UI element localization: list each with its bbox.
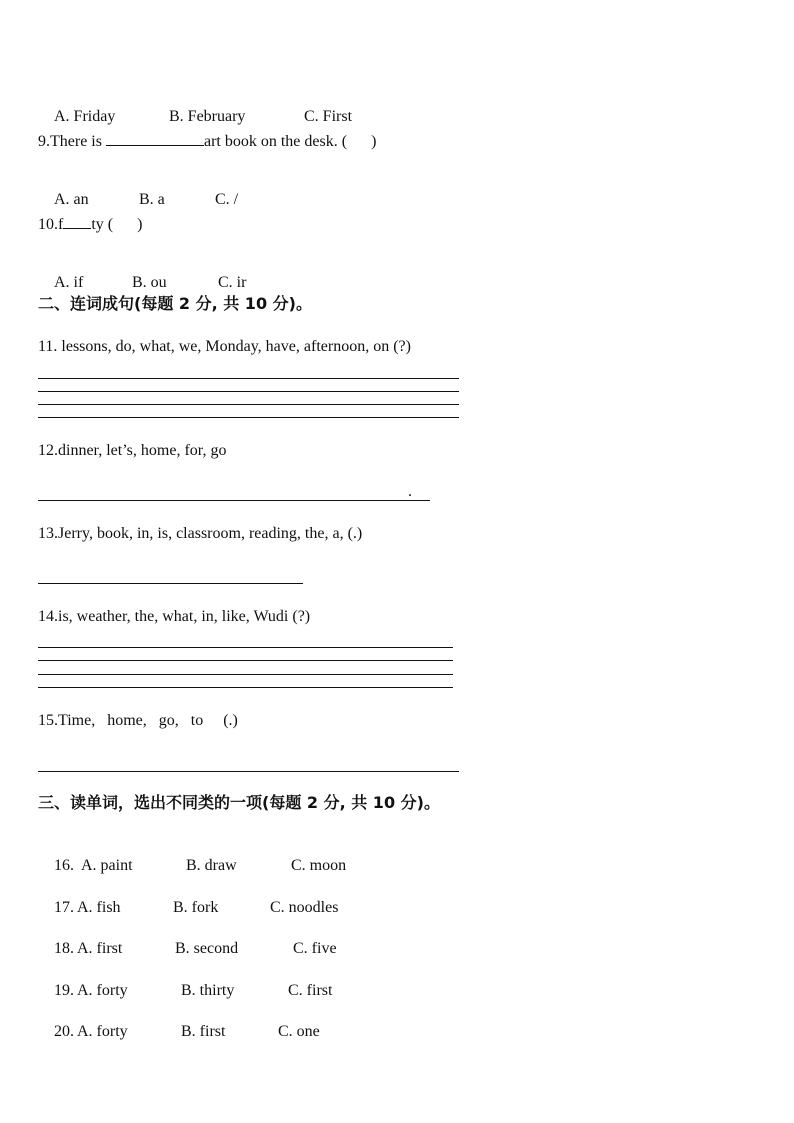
q12-end-mark: . [408,483,412,500]
q10-prefix: 10.f [38,216,64,233]
q10-option-b: B. ou [132,274,167,291]
q10-option-c: C. ir [218,274,247,291]
q14-answer-line[interactable] [38,687,453,688]
section3-title: 三、读单词，选出不同类的一项(每题 2 分, 共 10 分)。 [38,793,440,812]
q19-option-b: B. thirty [181,982,235,999]
q11-answer-line[interactable] [38,378,459,379]
q16-option-a: A. paint [81,857,133,874]
q20-number: 20. [54,1023,74,1040]
q19-option-a: A. forty [77,982,128,999]
q8-option-c: C. First [304,108,353,125]
q9-option-a: A. an [54,191,89,208]
q10-suffix: ty ( ) [91,216,143,233]
q18-option-c: C. five [293,940,337,957]
q11-answer-line[interactable] [38,391,459,392]
q15-answer-line[interactable] [38,771,459,772]
section2-title: 二、连词成句(每题 2 分, 共 10 分)。 [38,294,312,313]
q11-question: 11. lessons, do, what, we, Monday, have, afternoon, on (?) [38,338,411,355]
q11-answer-line[interactable] [38,404,459,405]
q20-option-c: C. one [278,1023,320,1040]
q14-answer-line[interactable] [38,674,453,675]
q9-blank[interactable] [106,129,204,146]
q20-option-b: B. first [181,1023,226,1040]
q10-question [38,212,142,235]
q18-option-b: B. second [175,940,239,957]
q16-option-c: C. moon [291,857,347,874]
q8-option-a: A. Friday [54,108,116,125]
q17-option-a: A. fish [77,899,121,916]
q12-question: 12.dinner, let’s, home, for, go [38,442,227,459]
q9-suffix: art book on the desk. ( ) [203,133,377,150]
q20-question [38,1002,320,1062]
q13-answer-line[interactable] [38,583,303,584]
q16-number: 16. [54,857,74,874]
q17-number: 17. [54,899,74,916]
q17-option-c: C. noodles [270,899,339,916]
q14-answer-line[interactable] [38,660,453,661]
q10-blank[interactable] [63,212,91,229]
q18-option-a: A. first [77,940,123,957]
q9-option-b: B. a [139,191,165,208]
q9-question [38,129,376,152]
q18-number: 18. [54,940,74,957]
q16-option-b: B. draw [186,857,237,874]
q20-option-a: A. forty [77,1023,128,1040]
q14-answer-line[interactable] [38,647,453,648]
q17-option-b: B. fork [173,899,219,916]
q9-prefix: 9.There is [38,133,106,150]
q11-answer-line[interactable] [38,417,459,418]
q13-question: 13.Jerry, book, in, is, classroom, reading, the, a, (.) [38,525,363,542]
q15-question: 15.Time, home, go, to (.) [38,712,238,729]
q10-option-a: A. if [54,274,84,291]
q14-question: 14.is, weather, the, what, in, like, Wudi (?) [38,608,311,625]
q19-option-c: C. first [288,982,333,999]
q12-answer-line[interactable] [38,500,430,501]
q8-option-b: B. February [169,108,246,125]
q9-option-c: C. / [215,191,239,208]
q19-number: 19. [54,982,74,999]
